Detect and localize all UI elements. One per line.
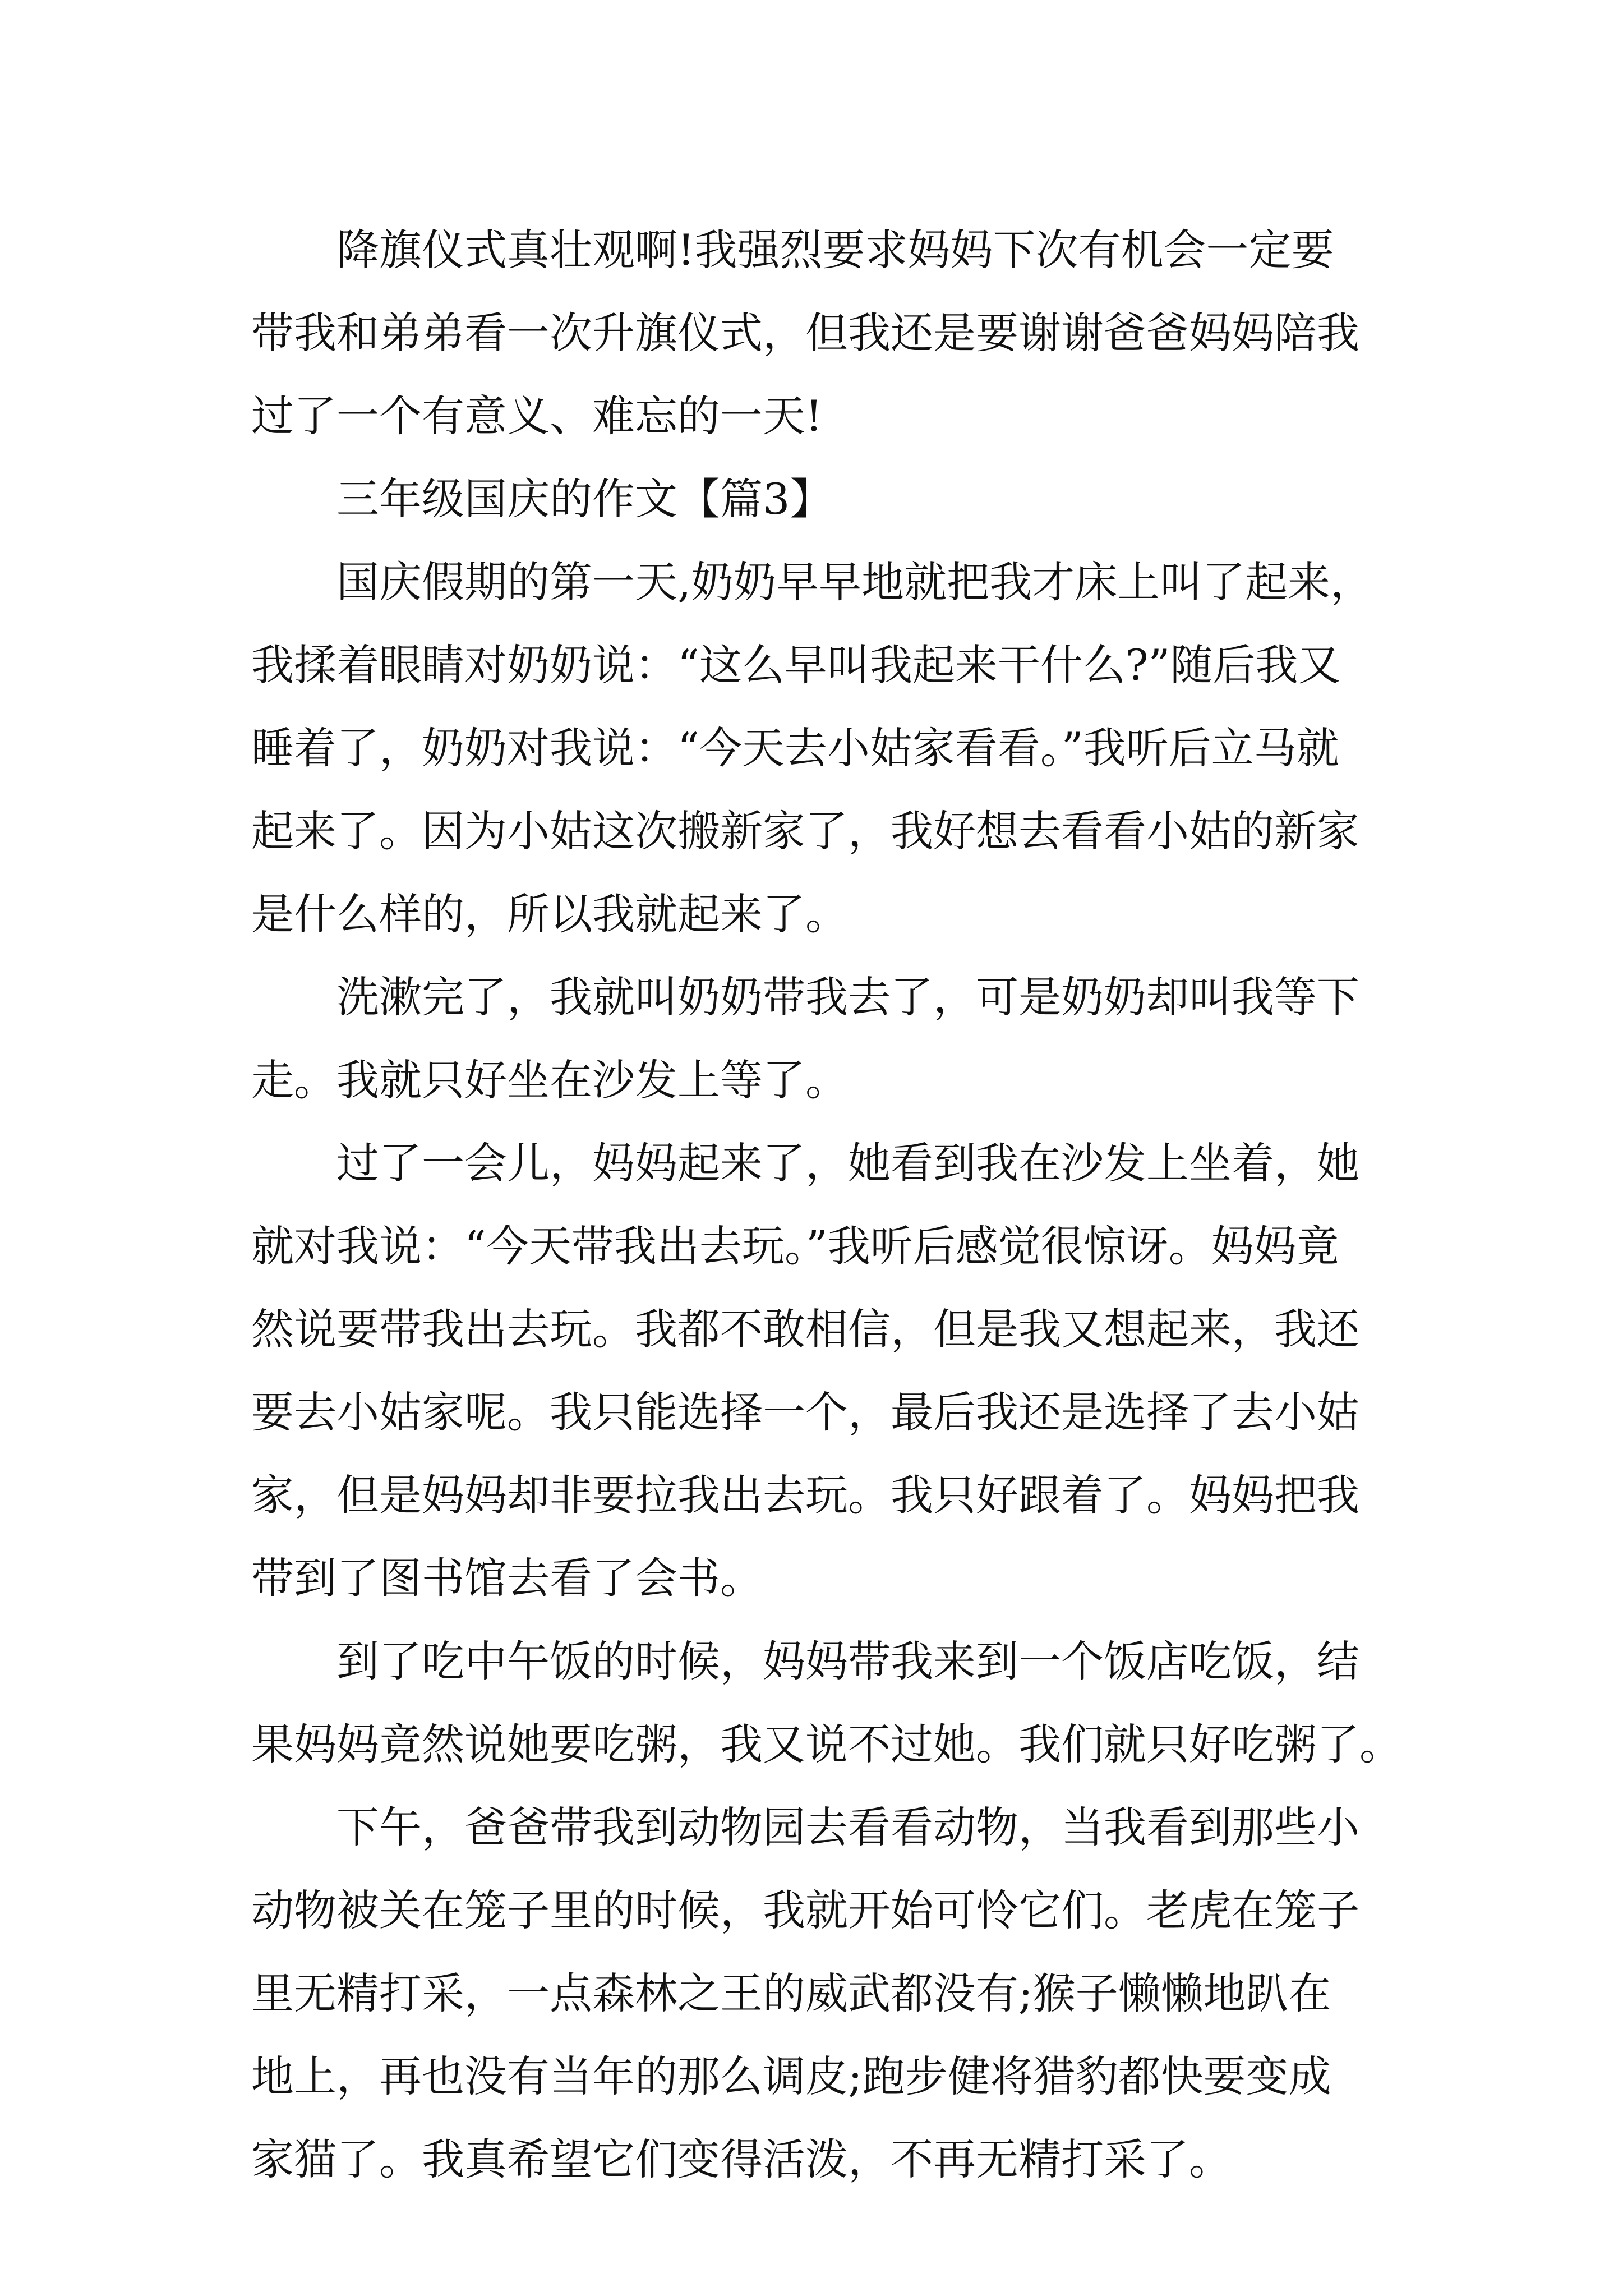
text-line: 走。我就只好坐在沙发上等了。 <box>251 1055 848 1105</box>
paragraph <box>251 209 1390 458</box>
text-line: 到了吃中午饭的时候，妈妈带我来到一个饭店吃饭，结 <box>336 1636 1359 1686</box>
text-line: 起来了。因为小姑这次搬新家了，我好想去看看小姑的新家 <box>251 806 1359 856</box>
text-line: 是什么样的，所以我就起来了。 <box>251 889 848 939</box>
text-line: 带到了图书馆去看了会书。 <box>251 1553 763 1603</box>
text-line: 就对我说：“今天带我出去玩。”我听后感觉很惊讶。妈妈竟 <box>251 1221 1339 1271</box>
text-line: 过了一会儿，妈妈起来了，她看到我在沙发上坐着，她 <box>336 1138 1359 1188</box>
paragraph <box>251 1620 1402 1786</box>
text-line: 过了一个有意义、难忘的一天! <box>251 391 823 441</box>
text-line: 果妈妈竟然说她要吃粥，我又说不过她。我们就只好吃粥了。 <box>251 1719 1402 1769</box>
text-line: 睡着了，奶奶对我说：“今天去小姑家看看。”我听后立马就 <box>251 723 1339 773</box>
text-line: 地上，再也没有当年的那么调皮;跑步健将猎豹都快要变成 <box>251 2051 1331 2101</box>
paragraph <box>251 1786 1390 2201</box>
heading-text: 三年级国庆的作文【篇3】 <box>336 474 833 524</box>
text-line: 降旗仪式真壮观啊!我强烈要求妈妈下次有机会一定要 <box>336 225 1334 275</box>
text-line: 里无精打采，一点森林之王的威武都没有;猴子懒懒地趴在 <box>251 1968 1331 2018</box>
text-line: 然说要带我出去玩。我都不敢相信，但是我又想起来，我还 <box>251 1304 1359 1354</box>
section-heading <box>251 458 1390 541</box>
document-body <box>251 209 1402 2201</box>
text-line: 我揉着眼睛对奶奶说：“这么早叫我起来干什么?”随后我又 <box>251 640 1341 690</box>
text-line: 家猫了。我真希望它们变得活泼，不再无精打采了。 <box>251 2134 1232 2184</box>
text-line: 下午，爸爸带我到动物园去看看动物，当我看到那些小 <box>336 1802 1359 1852</box>
paragraph <box>251 956 1390 1122</box>
text-line: 带我和弟弟看一次升旗仪式，但我还是要谢谢爸爸妈妈陪我 <box>251 308 1359 358</box>
paragraph <box>251 541 1390 956</box>
paragraph <box>251 1122 1390 1620</box>
text-line: 家，但是妈妈却非要拉我出去玩。我只好跟着了。妈妈把我 <box>251 1470 1359 1520</box>
text-line: 要去小姑家呢。我只能选择一个，最后我还是选择了去小姑 <box>251 1387 1359 1437</box>
text-line: 洗漱完了，我就叫奶奶带我去了，可是奶奶却叫我等下 <box>336 972 1359 1022</box>
text-line: 国庆假期的第一天,奶奶早早地就把我才床上叫了起来， <box>336 557 1373 607</box>
text-line: 动物被关在笼子里的时候，我就开始可怜它们。老虎在笼子 <box>251 1885 1359 1935</box>
